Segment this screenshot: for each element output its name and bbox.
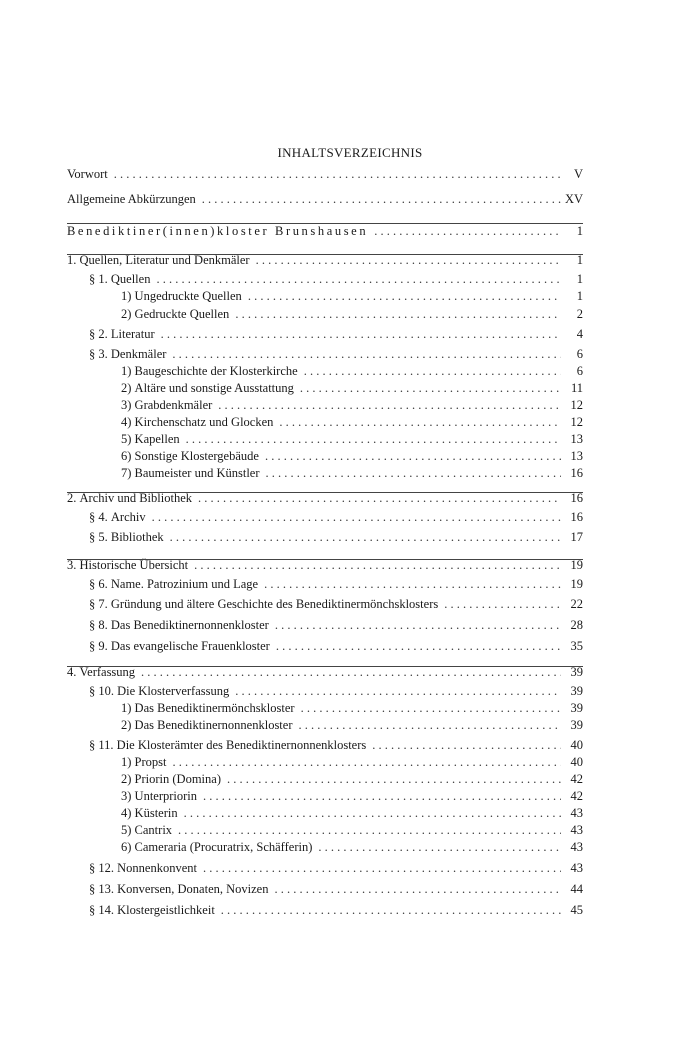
toc-entry-page: 43 [570, 823, 583, 837]
toc-entry-number: 2) [121, 718, 135, 732]
toc-entry-label: Die Klosterverfassung [117, 684, 230, 698]
dot-leader [218, 397, 561, 413]
toc-entry [67, 596, 583, 612]
dot-leader [184, 805, 561, 821]
toc-entry [67, 191, 583, 207]
toc-entry [67, 860, 583, 876]
toc-entry-page: 35 [570, 639, 583, 653]
toc-entry-number: § 7. [89, 597, 111, 611]
dot-leader [186, 431, 561, 447]
section-divider [67, 254, 583, 255]
toc-entry-page: 40 [570, 738, 583, 752]
toc-entry [67, 717, 583, 733]
toc-entry [67, 737, 583, 753]
toc-entry-page: 39 [570, 701, 583, 715]
dot-leader [178, 822, 561, 838]
dot-leader [248, 288, 561, 304]
toc-entry-number: 1) [121, 289, 135, 303]
toc-entry-number: 6) [121, 840, 135, 854]
toc-entry-number: 3. [67, 558, 80, 572]
toc-entry-number: 2. [67, 491, 80, 505]
toc-entry-number: § 8. [89, 618, 111, 632]
toc-entry [67, 881, 583, 897]
toc-entry-number: § 12. [89, 861, 118, 875]
toc-entry-label: Quellen, Literatur und Denkmäler [79, 253, 250, 267]
toc-entry [67, 271, 583, 287]
toc-entry-label: Die Klosterämter des Benediktinernonnenklosters [116, 738, 367, 752]
toc-entry-number: 4. [67, 665, 80, 679]
toc-entry-page: V [573, 167, 583, 181]
toc-entry [67, 754, 583, 770]
toc-entry-page: 13 [570, 432, 583, 446]
toc-entry-label: Gründung und ältere Geschichte des Benediktinermönchsklosters [110, 597, 439, 611]
toc-entry-label: Das evangelische Frauenkloster [110, 639, 270, 653]
toc-entry-label: Propst [134, 755, 167, 769]
toc-entry-page: 12 [570, 415, 583, 429]
toc-entry-label: Bibliothek [110, 530, 164, 544]
toc-entry [67, 576, 583, 592]
toc-entry-number: 1. [67, 253, 80, 267]
dot-leader [279, 414, 561, 430]
toc-entry-label: Ungedruckte Quellen [134, 289, 242, 303]
dot-leader [235, 683, 561, 699]
toc-entry [67, 380, 583, 396]
dot-leader [227, 771, 561, 787]
toc-entry-page: 39 [570, 684, 583, 698]
toc-entry-label: Verfassung [79, 665, 136, 679]
toc-entry-number: 1) [121, 755, 135, 769]
toc-entry-page: 6 [576, 364, 583, 378]
toc-entry-page: 19 [570, 558, 583, 572]
toc-entry-number: § 1. [89, 272, 111, 286]
dot-leader [203, 860, 561, 876]
toc-entry [67, 617, 583, 633]
toc-entry [67, 683, 583, 699]
toc-entry-number: 3) [121, 398, 135, 412]
toc-entry-number: § 2. [89, 327, 111, 341]
toc-entry-label: Literatur [110, 327, 155, 341]
toc-entry-page: 43 [570, 840, 583, 854]
dot-leader [301, 700, 561, 716]
dot-leader [276, 638, 561, 654]
toc-entry-number: § 11. [89, 738, 117, 752]
toc-entry [67, 529, 583, 545]
toc-entry-page: XV [564, 192, 583, 206]
toc-entry [67, 288, 583, 304]
toc-entry [67, 465, 583, 481]
dot-leader [152, 509, 561, 525]
toc-entry-page: 44 [570, 882, 583, 896]
toc-entry [67, 822, 583, 838]
toc-entry-label: Konversen, Donaten, Novizen [117, 882, 269, 896]
toc-entry-number: § 13. [89, 882, 118, 896]
section-divider [67, 666, 583, 667]
toc-entry-label: Nonnenkonvent [117, 861, 197, 875]
toc-entry-label: Cameraria (Procuratrix, Schäfferin) [134, 840, 313, 854]
toc-entry-page: 42 [570, 772, 583, 786]
toc-entry [67, 326, 583, 342]
toc-entry-label: Das Benediktinernonnenkloster [134, 718, 293, 732]
toc-entry [67, 431, 583, 447]
dot-leader [444, 596, 561, 612]
toc-entry-page: 19 [570, 577, 583, 591]
toc-entry-label: Denkmäler [110, 347, 167, 361]
toc-entry-label: Baumeister und Künstler [134, 466, 260, 480]
toc-entry-number: 4) [121, 415, 135, 429]
toc-entry [67, 700, 583, 716]
toc-entry-page: 1 [576, 253, 583, 267]
dot-leader [156, 271, 561, 287]
toc-entry [67, 902, 583, 918]
toc-entry-label: Benediktiner(innen)kloster Brunshausen [67, 224, 369, 238]
section-divider [67, 559, 583, 560]
toc-entry [67, 223, 583, 239]
toc-entry-label: Klostergeistlichkeit [117, 903, 215, 917]
toc-entry-label: Kirchenschatz und Glocken [134, 415, 274, 429]
dot-leader [372, 737, 561, 753]
toc-entry [67, 638, 583, 654]
toc-entry-label: Grabdenkmäler [134, 398, 213, 412]
toc-entry-page: 16 [570, 491, 583, 505]
dot-leader [221, 902, 561, 918]
toc-entry-page: 39 [570, 718, 583, 732]
toc-entry-label: Name. Patrozinium und Lage [110, 577, 259, 591]
dot-leader [235, 306, 561, 322]
section-divider [67, 223, 583, 224]
toc-entry-label: Kapellen [134, 432, 180, 446]
page-title: INHALTSVERZEICHNIS [277, 145, 423, 160]
toc-entry-label: Quellen [110, 272, 151, 286]
toc-entry [67, 448, 583, 464]
toc-entry-number: § 14. [89, 903, 118, 917]
dot-leader [300, 380, 561, 396]
toc-entry-page: 12 [570, 398, 583, 412]
toc-entry-page: 43 [570, 861, 583, 875]
toc-entry-page: 1 [576, 224, 583, 238]
toc-entry-number: 5) [121, 823, 135, 837]
toc-entry-label: Gedruckte Quellen [134, 307, 230, 321]
toc-entry-number: 7) [121, 466, 135, 480]
section-divider [67, 492, 583, 493]
dot-leader [374, 223, 561, 239]
dot-leader [304, 363, 561, 379]
dot-leader [161, 326, 561, 342]
toc-entry-number: § 9. [89, 639, 111, 653]
toc-entry-page: 22 [570, 597, 583, 611]
toc-entry-page: 16 [570, 466, 583, 480]
toc-entry-page: 40 [570, 755, 583, 769]
toc-entry-number: 2) [121, 772, 135, 786]
toc-entry [67, 788, 583, 804]
toc-entry-label: Historische Übersicht [79, 558, 189, 572]
toc-entry [67, 166, 583, 182]
toc-entry-number: 2) [121, 307, 135, 321]
toc-entry-number: 6) [121, 449, 135, 463]
toc-entry-page: 4 [576, 327, 583, 341]
toc-entry-label: Altäre und sonstige Ausstattung [134, 381, 294, 395]
toc-entry-number: 3) [121, 789, 135, 803]
toc-entry-number: § 10. [89, 684, 118, 698]
toc-entry [67, 397, 583, 413]
toc-entry-label: Unterpriorin [134, 789, 198, 803]
dot-leader [266, 465, 561, 481]
toc-entry-page: 45 [570, 903, 583, 917]
dot-leader [275, 617, 561, 633]
dot-leader [274, 881, 561, 897]
dot-leader [264, 576, 561, 592]
toc-entry-label: Cantrix [134, 823, 173, 837]
dot-leader [318, 839, 561, 855]
dot-leader [299, 717, 562, 733]
toc-entry [67, 363, 583, 379]
toc-entry-page: 1 [576, 272, 583, 286]
toc-entry [67, 414, 583, 430]
toc-entry-number: § 5. [89, 530, 111, 544]
toc-entry-number: 1) [121, 364, 135, 378]
toc-entry-page: 13 [570, 449, 583, 463]
dot-leader [173, 754, 562, 770]
toc-entry-page: 1 [576, 289, 583, 303]
toc-entry [67, 346, 583, 362]
toc-entry-label: Sonstige Klostergebäude [134, 449, 259, 463]
toc-entry [67, 509, 583, 525]
toc-entry-number: 5) [121, 432, 135, 446]
toc-entry [67, 306, 583, 322]
toc-entry-page: 42 [570, 789, 583, 803]
toc-entry-number: § 4. [89, 510, 111, 524]
toc-entry [67, 805, 583, 821]
dot-leader [170, 529, 561, 545]
toc-entry-label: Das Benediktinernonnenkloster [110, 618, 269, 632]
dot-leader [114, 166, 561, 182]
toc-entry-page: 39 [570, 665, 583, 679]
toc-entry-label: Küsterin [134, 806, 178, 820]
toc-entry-number: 1) [121, 701, 135, 715]
toc-entry-page: 28 [570, 618, 583, 632]
toc-entry-number: § 6. [89, 577, 111, 591]
toc-entry-label: Baugeschichte der Klosterkirche [134, 364, 298, 378]
toc-entry-page: 17 [570, 530, 583, 544]
toc-entry-page: 16 [570, 510, 583, 524]
toc-entry-label: Vorwort [67, 167, 108, 181]
toc-entry-page: 43 [570, 806, 583, 820]
dot-leader [202, 191, 561, 207]
toc-entry-label: Das Benediktinermönchskloster [134, 701, 295, 715]
toc-entry-page: 11 [570, 381, 583, 395]
toc-entry-number: § 3. [89, 347, 111, 361]
toc-entry-label: Allgemeine Abkürzungen [67, 192, 196, 206]
toc-entry-number: 4) [121, 806, 135, 820]
dot-leader [265, 448, 561, 464]
toc-entry-label: Archiv [110, 510, 146, 524]
toc-entry [67, 771, 583, 787]
dot-leader [172, 346, 561, 362]
dot-leader [203, 788, 561, 804]
toc-entry-number: 2) [121, 381, 135, 395]
toc-entry-label: Archiv und Bibliothek [79, 491, 192, 505]
toc-entry [67, 839, 583, 855]
toc-entry-page: 6 [576, 347, 583, 361]
toc-entry-page: 2 [576, 307, 583, 321]
toc-entry-label: Priorin (Domina) [134, 772, 221, 786]
